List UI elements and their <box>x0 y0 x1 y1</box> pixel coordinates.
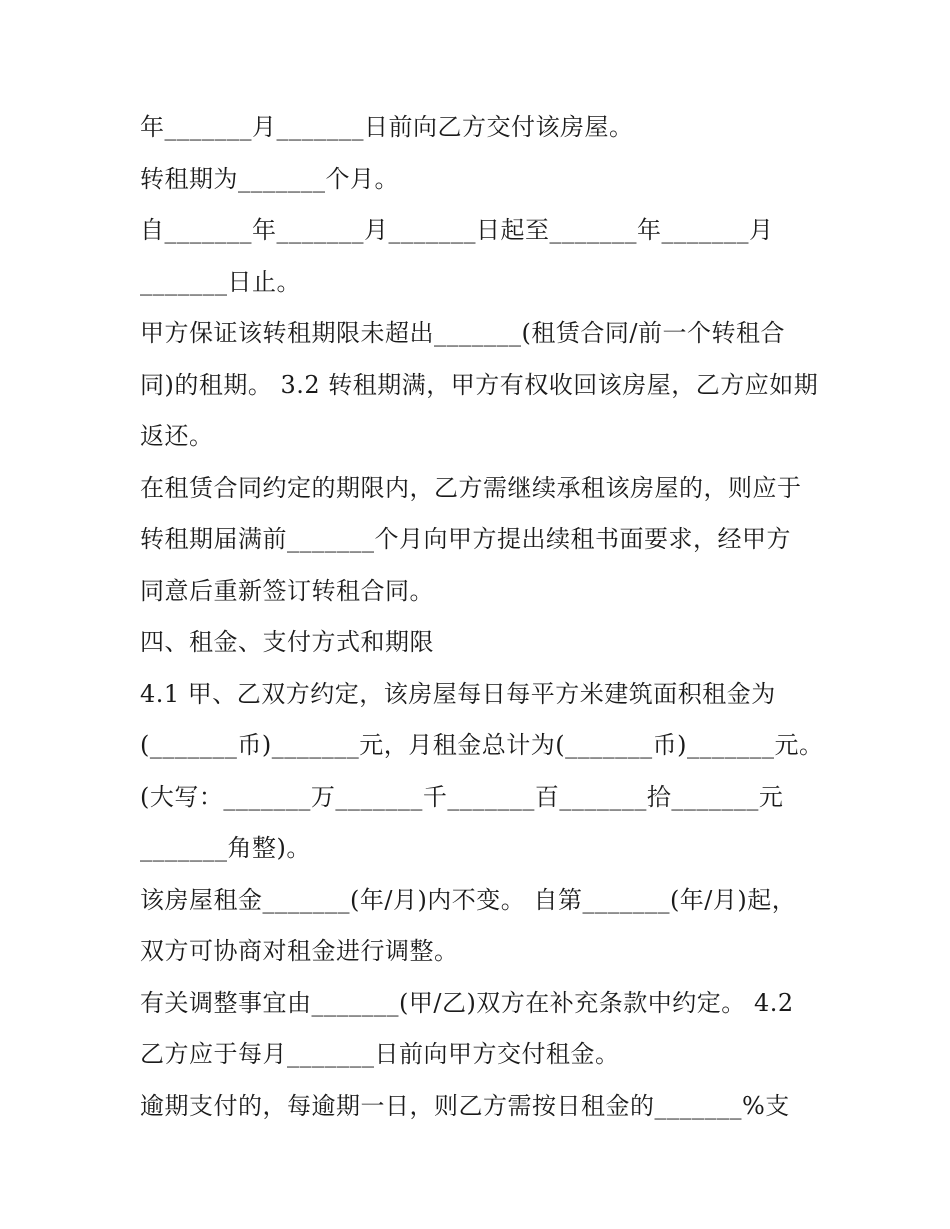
text-line: 有关调整事宜由_______(甲/乙)双方在补充条款中约定。 4.2 <box>140 988 794 1017</box>
section-heading: 四、租金、支付方式和期限 <box>140 628 434 656</box>
text-line: 双方可协商对租金进行调整。 <box>140 937 459 965</box>
text-line: 自_______年_______月_______日起至_______年_______月 <box>140 216 774 244</box>
text-line: 返还。 <box>140 422 214 450</box>
text-line: 同)的租期。 3.2 转租期满，甲方有权收回该房屋，乙方应如期 <box>140 370 819 399</box>
text-line: (大写：_______万_______千_______百_______拾_______元 <box>140 782 784 811</box>
text-line: 4.1 甲、乙双方约定，该房屋每日每平方米建筑面积租金为 <box>140 679 776 708</box>
text-line: 甲方保证该转租期限未超出_______(租赁合同/前一个转租合 <box>140 319 785 347</box>
text-line: 转租期届满前_______个月向甲方提出续租书面要求，经甲方 <box>140 525 791 553</box>
document-body <box>140 102 830 1132</box>
text-line: 转租期为_______个月。 <box>140 164 399 193</box>
text-line: 年_______月_______日前向乙方交付该房屋。 <box>140 113 634 141</box>
text-line: 该房屋租金_______(年/月)内不变。 自第_______(年/月)起， <box>140 885 797 914</box>
text-line: 逾期支付的，每逾期一日，则乙方需按日租金的_______%支 <box>140 1091 790 1120</box>
text-line: 乙方应于每月_______日前向甲方交付租金。 <box>140 1040 620 1068</box>
text-line: (_______币)_______元，月租金总计为(_______币)_______元。 <box>140 731 824 759</box>
text-line: 在租赁合同约定的期限内，乙方需继续承租该房屋的，则应于 <box>140 473 802 502</box>
text-line: 同意后重新签订转租合同。 <box>140 576 434 605</box>
text-line: _______角整)。 <box>140 834 311 862</box>
text-line: _______日止。 <box>140 267 301 296</box>
